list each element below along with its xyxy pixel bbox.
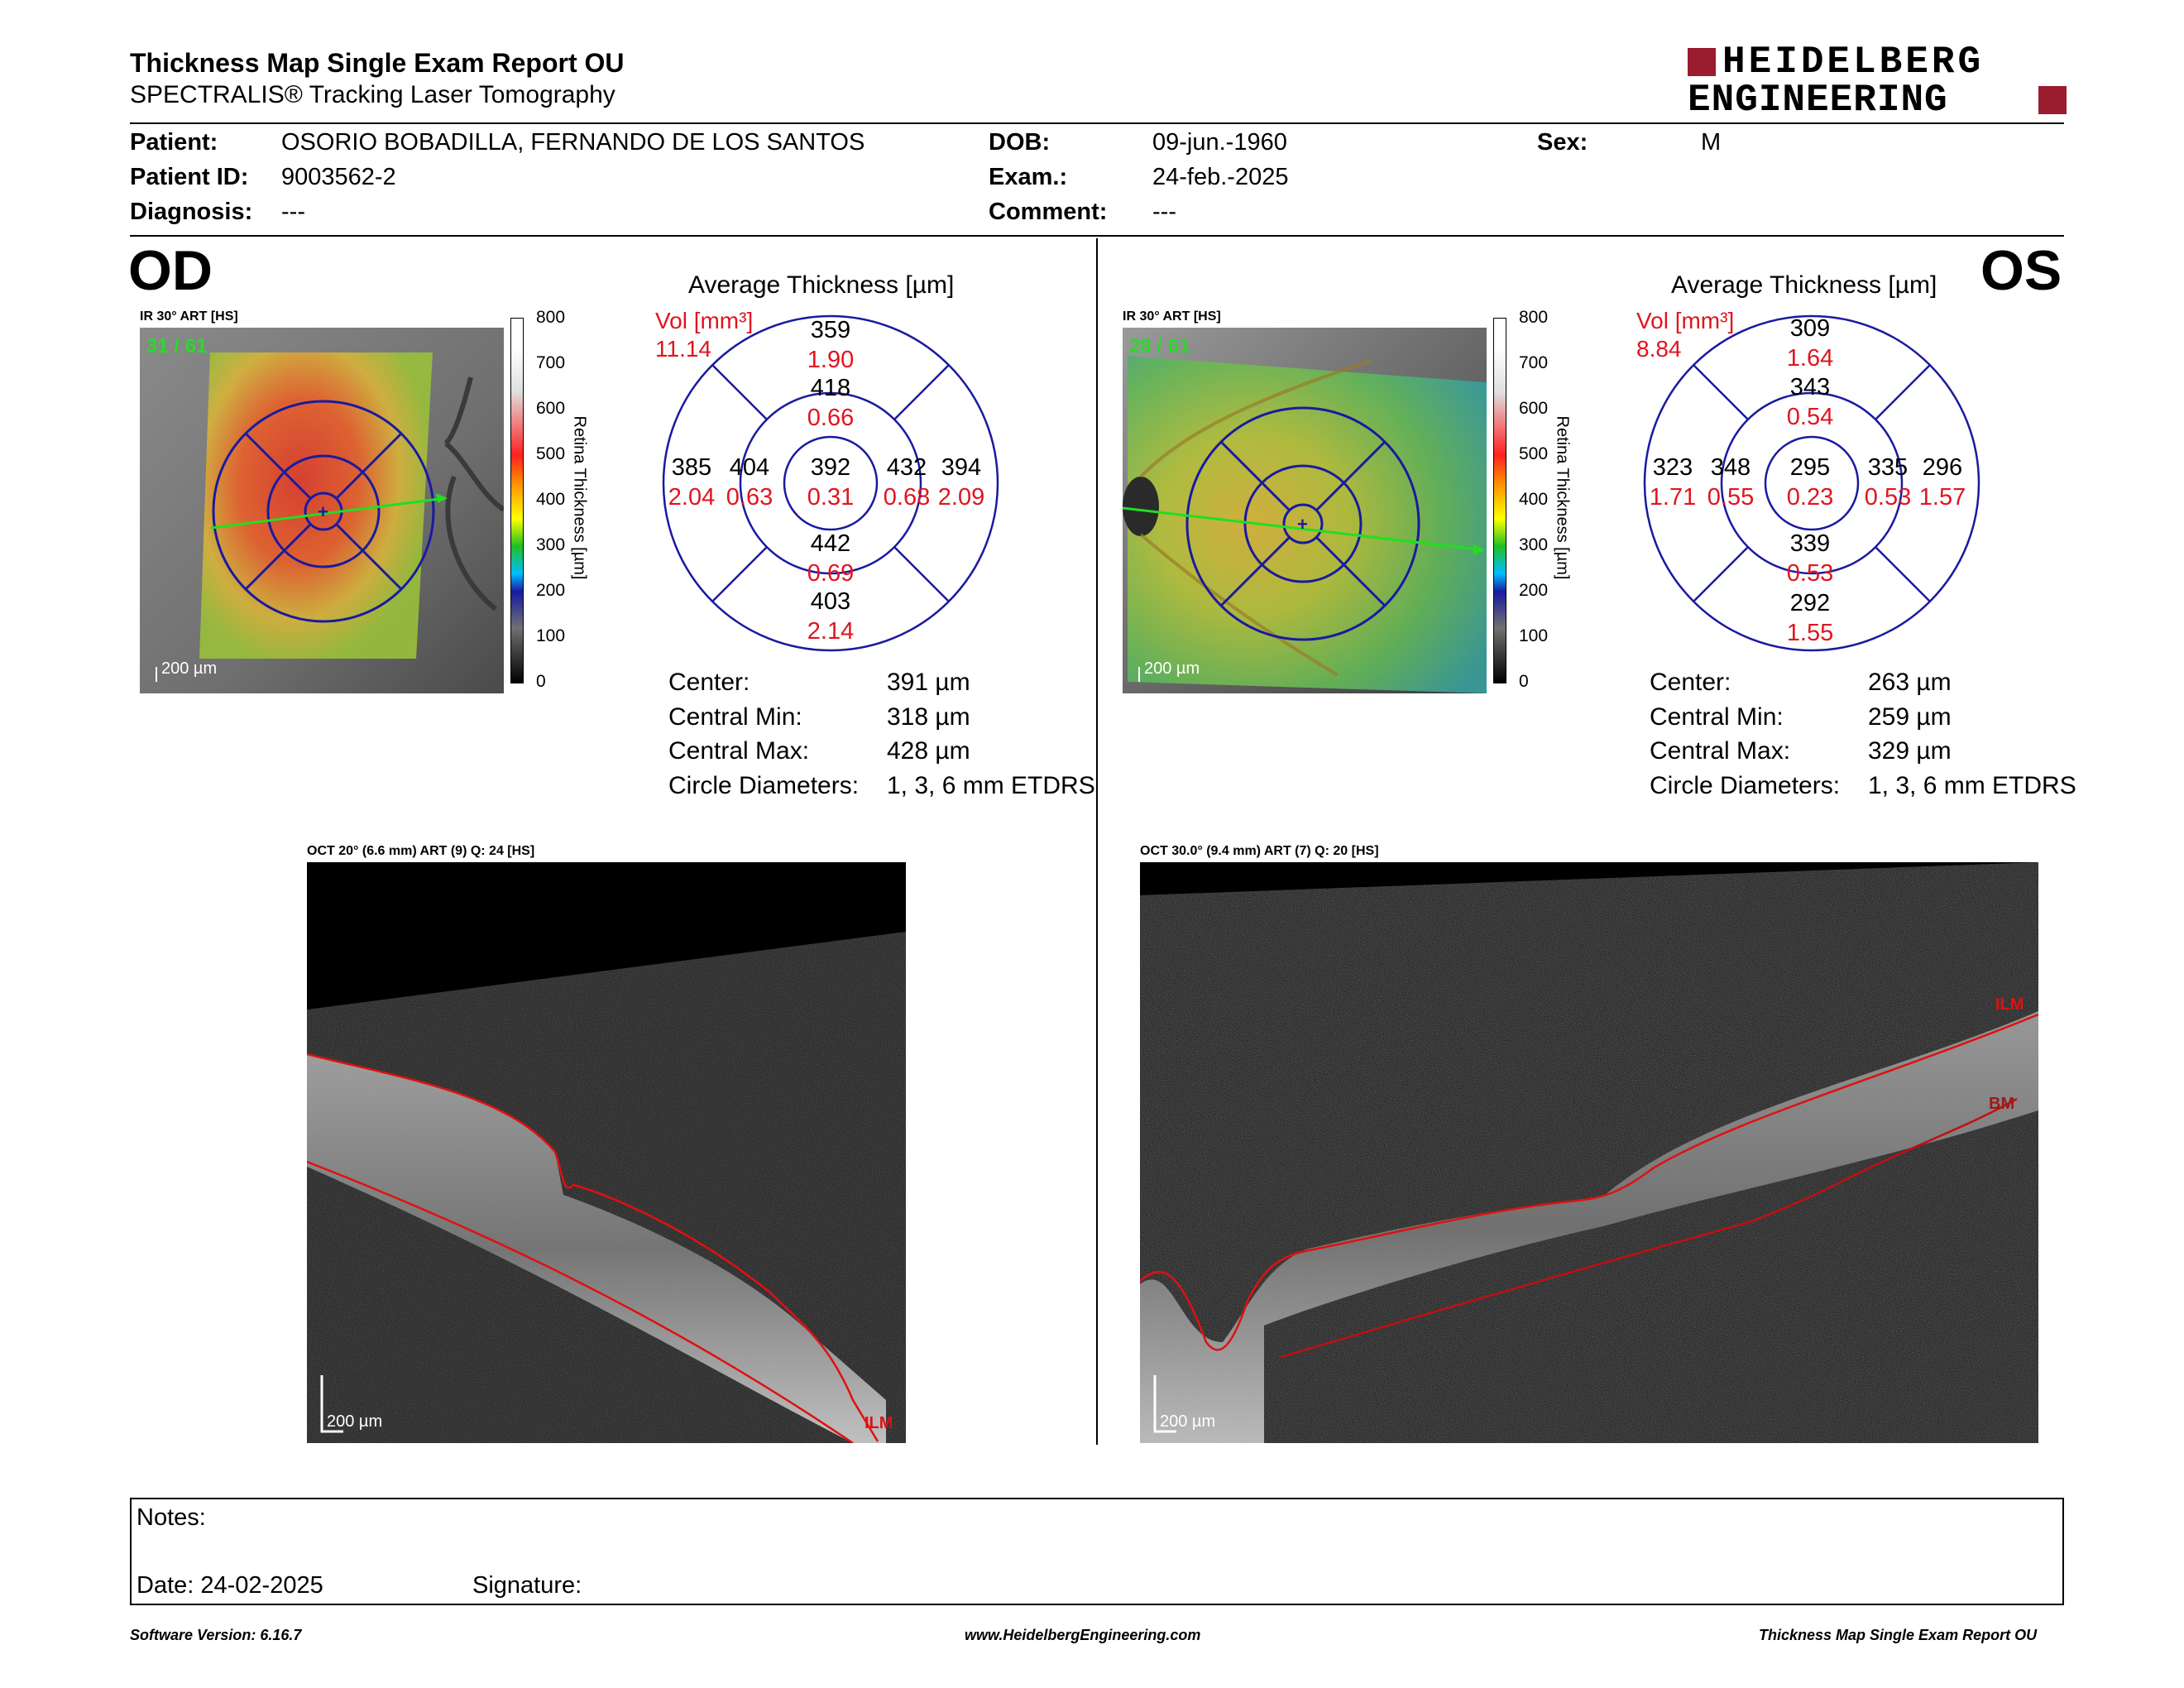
os-tick-200: 200	[1519, 581, 1549, 600]
od-cmin-value: 318 µm	[887, 703, 970, 731]
notes-label: Notes:	[136, 1504, 206, 1531]
od-inner-sup: 418	[810, 375, 851, 401]
comment-value: ---	[1152, 199, 1176, 225]
patient-id-label: Patient ID:	[130, 164, 249, 190]
os-cmin-label: Central Min:	[1650, 703, 1784, 731]
os-ir-label: IR 30° ART [HS]	[1123, 309, 1221, 324]
od-outer-temp: 385	[671, 454, 712, 481]
os-tick-500: 500	[1519, 444, 1549, 463]
os-outer-sup-vol: 1.64	[1786, 345, 1834, 372]
footer-report: Thickness Map Single Exam Report OU	[1759, 1627, 2038, 1643]
od-tick-500: 500	[536, 444, 566, 463]
os-outer-temp: 323	[1652, 454, 1693, 481]
report-subtitle: SPECTRALIS® Tracking Laser Tomography	[130, 81, 615, 108]
os-inner-temp-vol: 0.55	[1707, 484, 1755, 511]
logo-line1: HEIDELBERG	[1722, 41, 1985, 84]
eye-divider	[1096, 238, 1098, 1445]
date-label: Date: 24-02-2025	[136, 1572, 323, 1599]
od-oct-bscan	[307, 862, 906, 1443]
os-avg-title: Average Thickness [µm]	[1671, 271, 1937, 299]
os-ilm-label: ILM	[1995, 995, 2024, 1014]
os-cmax-value: 329 µm	[1868, 737, 1952, 765]
exam-label: Exam.:	[989, 164, 1068, 190]
os-inner-sup: 343	[1789, 374, 1831, 400]
logo-red-square-icon	[2038, 86, 2067, 114]
od-center-value: 391 µm	[887, 669, 970, 696]
patient-name: OSORIO BOBADILLA, FERNANDO DE LOS SANTOS	[281, 129, 865, 156]
od-scale-label: 200 µm	[161, 659, 218, 678]
od-inner-sup-vol: 0.66	[807, 405, 855, 431]
os-optic-disc	[1123, 477, 1159, 536]
od-tick-400: 400	[536, 490, 566, 509]
od-center-vol: 0.31	[807, 484, 855, 511]
os-inner-inf: 339	[1789, 530, 1831, 557]
od-tick-100: 100	[536, 626, 566, 645]
os-frame-label: 28 / 61	[1129, 335, 1190, 357]
od-outer-temp-vol: 2.04	[668, 484, 716, 511]
os-tick-700: 700	[1519, 353, 1549, 372]
od-outer-sup: 359	[810, 317, 851, 343]
od-fovea-marker-icon: +	[318, 501, 328, 522]
od-vol-value: 11.14	[655, 336, 711, 362]
od-inner-nas-vol: 0.68	[883, 484, 931, 511]
os-bm-label: BM	[1989, 1095, 2015, 1113]
dob-label: DOB:	[989, 129, 1051, 156]
patient-label: Patient:	[130, 129, 218, 156]
report-title: Thickness Map Single Exam Report OU	[130, 48, 625, 78]
od-tick-800: 800	[536, 308, 566, 327]
os-oct-bscan	[1140, 862, 2038, 1443]
os-center: 295	[1789, 454, 1831, 481]
os-colorbar-ticks	[1519, 308, 1552, 697]
od-outer-inf-vol: 2.14	[807, 618, 855, 645]
dob-value: 09-jun.-1960	[1152, 129, 1287, 156]
os-outer-inf: 292	[1789, 590, 1831, 616]
od-tick-600: 600	[536, 399, 566, 418]
os-inner-inf-vol: 0.53	[1786, 560, 1834, 587]
od-colorbar	[510, 318, 524, 683]
od-outer-nas-vol: 2.09	[937, 484, 985, 511]
diagnosis-value: ---	[281, 199, 305, 225]
os-tick-600: 600	[1519, 399, 1549, 418]
od-vol-label: Vol [mm³]	[655, 308, 754, 333]
os-vol-label: Vol [mm³]	[1636, 308, 1735, 333]
os-tick-100: 100	[1519, 626, 1549, 645]
footer-software: Software Version: 6.16.7	[130, 1627, 302, 1643]
od-tick-300: 300	[536, 535, 566, 554]
od-inner-temp-vol: 0.63	[726, 484, 774, 511]
os-outer-nas: 296	[1922, 454, 1963, 481]
os-inner-nas-vol: 0.53	[1864, 484, 1912, 511]
od-inner-temp: 404	[729, 454, 770, 481]
od-inner-inf: 442	[810, 530, 851, 557]
os-outer-sup: 309	[1789, 315, 1831, 342]
os-thickness-map	[1123, 328, 1487, 693]
od-diam-label: Circle Diameters:	[668, 772, 860, 799]
od-cmin-label: Central Min:	[668, 703, 802, 731]
od-diam-value: 1, 3, 6 mm ETDRS	[887, 772, 1095, 799]
od-center-label: Center:	[668, 669, 750, 696]
comment-label: Comment:	[989, 199, 1108, 225]
os-inner-temp: 348	[1710, 454, 1751, 481]
os-outer-nas-vol: 1.57	[1918, 484, 1966, 511]
od-etdrs-grid	[660, 313, 1001, 654]
os-center-value: 263 µm	[1868, 669, 1952, 696]
od-oct-label: OCT 20° (6.6 mm) ART (9) Q: 24 [HS]	[307, 844, 535, 858]
os-center-label: Center:	[1650, 669, 1731, 696]
logo-red-square-icon	[1688, 48, 1716, 76]
od-center: 392	[810, 454, 851, 481]
diagnosis-label: Diagnosis:	[130, 199, 253, 225]
od-heatmap	[199, 352, 433, 659]
od-inner-nas: 432	[886, 454, 927, 481]
od-inner-inf-vol: 0.69	[807, 560, 855, 587]
header-rule	[130, 122, 2064, 124]
heidelberg-logo	[1688, 41, 2068, 122]
od-outer-nas: 394	[941, 454, 982, 481]
os-tick-0: 0	[1519, 672, 1529, 691]
os-inner-sup-vol: 0.54	[1786, 404, 1834, 430]
od-tick-700: 700	[536, 353, 566, 372]
os-tick-400: 400	[1519, 490, 1549, 509]
os-diam-value: 1, 3, 6 mm ETDRS	[1868, 772, 2076, 799]
os-diam-label: Circle Diameters:	[1650, 772, 1841, 799]
os-etdrs-grid	[1641, 313, 1982, 654]
od-thickness-map	[140, 328, 504, 693]
patient-id: 9003562-2	[281, 164, 396, 190]
os-outer-temp-vol: 1.71	[1649, 484, 1697, 511]
od-colorbar-ticks	[536, 308, 569, 697]
os-outer-inf-vol: 1.55	[1786, 620, 1834, 646]
footer-website[interactable]: www.HeidelbergEngineering.com	[965, 1627, 1201, 1643]
os-vol-value: 8.84	[1636, 336, 1682, 362]
od-tick-0: 0	[536, 672, 546, 691]
od-eye-label: OD	[128, 239, 213, 302]
od-frame-label: 31 / 61	[146, 335, 208, 357]
os-inner-nas: 335	[1867, 454, 1909, 481]
od-tick-200: 200	[536, 581, 566, 600]
os-oct-label: OCT 30.0° (9.4 mm) ART (7) Q: 20 [HS]	[1140, 844, 1379, 858]
os-eye-label: OS	[1980, 239, 2062, 302]
signature-label[interactable]: Signature:	[472, 1572, 582, 1599]
os-colorbar	[1493, 318, 1506, 683]
os-center-vol: 0.23	[1786, 484, 1834, 511]
od-oct-scale: 200 µm	[327, 1412, 383, 1431]
od-ir-label: IR 30° ART [HS]	[140, 309, 238, 324]
od-cmax-label: Central Max:	[668, 737, 810, 765]
os-colorbar-title: Retina Thickness [µm]	[1553, 415, 1572, 580]
os-oct-scale: 200 µm	[1160, 1412, 1216, 1431]
od-cmax-value: 428 µm	[887, 737, 970, 765]
od-colorbar-title: Retina Thickness [µm]	[570, 415, 589, 580]
exam-value: 24-feb.-2025	[1152, 164, 1289, 190]
os-tick-800: 800	[1519, 308, 1549, 327]
os-cmax-label: Central Max:	[1650, 737, 1791, 765]
os-fovea-marker-icon: +	[1297, 514, 1308, 535]
sex-label: Sex:	[1537, 129, 1588, 156]
od-outer-sup-vol: 1.90	[807, 347, 855, 373]
od-outer-inf: 403	[810, 588, 851, 615]
os-cmin-value: 259 µm	[1868, 703, 1952, 731]
os-scale-label: 200 µm	[1144, 659, 1200, 678]
patient-rule	[130, 235, 2064, 237]
od-ilm-label: ILM	[864, 1414, 893, 1432]
os-tick-300: 300	[1519, 535, 1549, 554]
sex-value: M	[1701, 129, 1722, 156]
logo-line2: ENGINEERING	[1688, 79, 1948, 122]
od-avg-title: Average Thickness [µm]	[688, 271, 955, 299]
notes-box[interactable]	[130, 1498, 2064, 1605]
